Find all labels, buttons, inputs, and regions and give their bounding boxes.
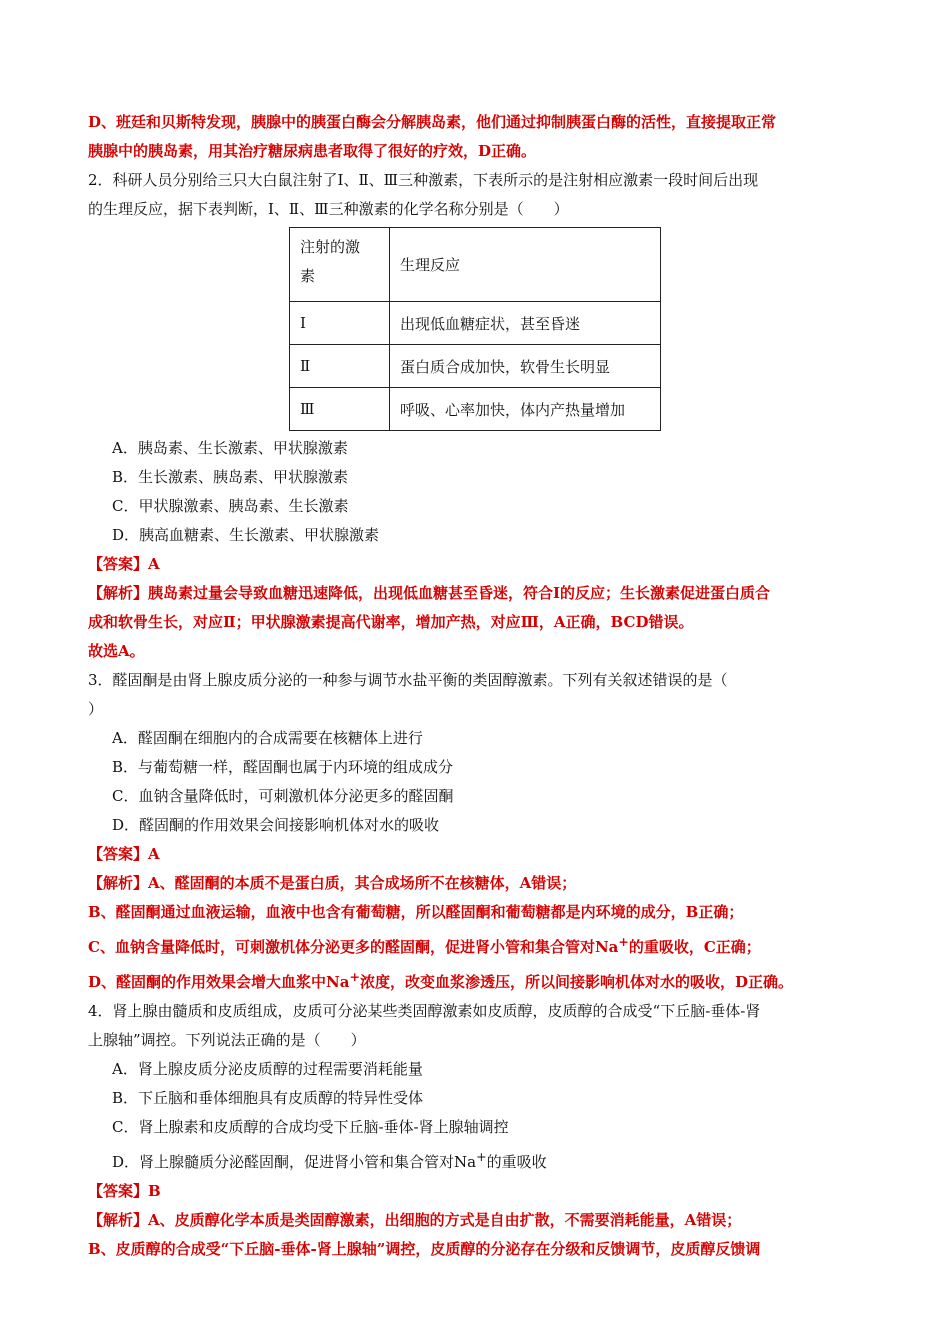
q4-option-d: D．肾上腺髓质分泌醛固酮，促进肾小管和集合管对Na+的重吸收 <box>112 1149 547 1171</box>
table-header-reaction: 生理反应 <box>390 228 661 302</box>
q3-analysis-a: 【解析】A、醛固酮的本质不是蛋白质，其合成场所不在核糖体，A错误； <box>88 874 577 892</box>
analysis-label: 【解析】 <box>88 584 149 602</box>
q2-option-c: C．甲状腺激素、胰岛素、生长激素 <box>112 497 349 515</box>
answer-label: 【答案】 <box>88 845 149 863</box>
q2-answer <box>88 550 862 579</box>
document-page <box>88 108 862 1264</box>
q2-conclusion: 故选A。 <box>88 642 145 660</box>
q4-analysis-a: 【解析】A、皮质醇化学本质是类固醇激素，出细胞的方式是自由扩散，不需要消耗能量，A错误； <box>88 1211 742 1229</box>
q4-stem-line1: 4．肾上腺由髓质和皮质组成，皮质可分泌某些类固醇激素如皮质醇，皮质醇的合成受“下丘脑-垂体-肾 <box>88 1002 761 1020</box>
q4-answer <box>88 1177 862 1206</box>
q1-analysis-d-line2: 胰腺中的胰岛素，用其治疗糖尿病患者取得了很好的疗效，D正确。 <box>88 142 537 160</box>
q3-stem-line2: ） <box>88 700 104 718</box>
table-cell-hormone: Ⅰ <box>290 302 390 345</box>
q2-option-a: A．胰岛素、生长激素、甲状腺激素 <box>112 439 348 457</box>
q3-answer <box>88 840 862 869</box>
table-row <box>290 302 661 345</box>
table-cell-hormone: Ⅲ <box>290 388 390 431</box>
q3-stem-line1: 3．醛固酮是由肾上腺皮质分泌的一种参与调节水盐平衡的类固醇激素。下列有关叙述错误的是（ <box>88 671 728 689</box>
analysis-label: 【解析】 <box>88 1211 149 1229</box>
q2-stem-line1: 2．科研人员分别给三只大白鼠注射了Ⅰ、Ⅱ、Ⅲ三种激素，下表所示的是注射相应激素一段时间后出现 <box>88 171 759 189</box>
q4-option-c: C．肾上腺素和皮质醇的合成均受下丘脑-垂体-肾上腺轴调控 <box>112 1118 509 1136</box>
table-cell-reaction: 蛋白质合成加快，软骨生长明显 <box>390 345 661 388</box>
q4-option-b: B．下丘脑和垂体细胞具有皮质醇的特异性受体 <box>112 1089 424 1107</box>
answer-value: A <box>148 845 160 863</box>
table-cell-reaction: 呼吸、心率加快，体内产热量增加 <box>390 388 661 431</box>
answer-label: 【答案】 <box>88 555 149 573</box>
table-cell-hormone: Ⅱ <box>290 345 390 388</box>
analysis-label: 【解析】 <box>88 874 149 892</box>
q2-hormone-table <box>289 227 661 431</box>
answer-value: A <box>148 555 160 573</box>
q1-analysis-d-line1: D、班廷和贝斯特发现，胰腺中的胰蛋白酶会分解胰岛素，他们通过抑制胰蛋白酶的活性，直接提取正常 <box>88 113 777 131</box>
q3-option-d: D．醛固酮的作用效果会间接影响机体对水的吸收 <box>112 816 440 834</box>
q3-analysis-b: B、醛固酮通过血液运输，血液中也含有葡萄糖，所以醛固酮和葡萄糖都是内环境的成分，B正确； <box>88 903 744 921</box>
answer-label: 【答案】 <box>88 1182 149 1200</box>
answer-value: B <box>148 1182 161 1200</box>
q3-option-a: A．醛固酮在细胞内的合成需要在核糖体上进行 <box>112 729 423 747</box>
q3-option-c: C．血钠含量降低时，可刺激机体分泌更多的醛固酮 <box>112 787 454 805</box>
table-row <box>290 388 661 431</box>
table-cell-reaction: 出现低血糖症状，甚至昏迷 <box>390 302 661 345</box>
q2-analysis-line1: 【解析】胰岛素过量会导致血糖迅速降低，出现低血糖甚至昏迷，符合Ⅰ的反应；生长激素促进蛋白质合 <box>88 584 771 602</box>
table-header-hormone: 注射的激 素 <box>290 228 390 302</box>
table-row <box>290 345 661 388</box>
q4-analysis-b: B、皮质醇的合成受“下丘脑-垂体-肾上腺轴”调控，皮质醇的分泌存在分级和反馈调节，皮质醇反馈调 <box>88 1240 761 1258</box>
q2-analysis-line2: 成和软骨生长，对应Ⅱ；甲状腺激素提高代谢率，增加产热，对应Ⅲ，A正确，BCD错误。 <box>88 613 694 631</box>
q2-option-d: D．胰高血糖素、生长激素、甲状腺激素 <box>112 526 380 544</box>
q2-stem-line2: 的生理反应，据下表判断，Ⅰ、Ⅱ、Ⅲ三种激素的化学名称分别是（ ） <box>88 200 569 218</box>
q3-analysis-d: D、醛固酮的作用效果会增大血浆中Na+浓度，改变血浆渗透压，所以间接影响机体对水的吸收，D正确。 <box>88 969 793 991</box>
table-header-row <box>290 228 661 302</box>
q4-option-a: A．肾上腺皮质分泌皮质醇的过程需要消耗能量 <box>112 1060 423 1078</box>
q3-analysis-c: C、血钠含量降低时，可刺激机体分泌更多的醛固酮，促进肾小管和集合管对Na+的重吸收，C正确； <box>88 934 761 956</box>
q4-stem-line2: 上腺轴”调控。下列说法正确的是（ ） <box>88 1031 366 1049</box>
q2-option-b: B．生长激素、胰岛素、甲状腺激素 <box>112 468 349 486</box>
q3-option-b: B．与葡萄糖一样，醛固酮也属于内环境的组成成分 <box>112 758 454 776</box>
